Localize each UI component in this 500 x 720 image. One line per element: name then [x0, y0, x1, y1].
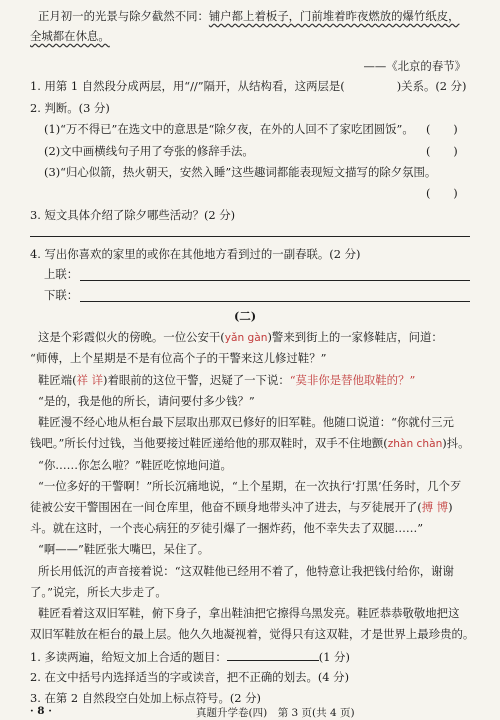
passage1-line1	[38, 8, 459, 24]
passage1-underlined-2: 全城都在休息。	[30, 29, 110, 43]
passage1-line2	[30, 28, 110, 44]
upper-couplet-line[interactable]	[80, 280, 470, 281]
question-2-2: 2. 在文中括号内选择适当的字或读音，把不正确的划去。(4 分)	[30, 670, 350, 684]
lower-couplet-label: 下联：	[44, 288, 79, 302]
lower-couplet-line[interactable]	[80, 301, 470, 302]
passage2-p7: “你……你怎么啦？”鞋匠吃惊地问道。	[38, 458, 232, 472]
footer-info: 真题升学卷(四) 第 3 页(共 4 页)	[196, 707, 355, 719]
section-2-title: (二)	[234, 309, 257, 323]
passage1-underlined: 铺户都上着板子，门前堆着昨夜燃放的爆竹纸皮，	[208, 9, 460, 23]
question-2-1	[30, 648, 350, 665]
question-2-1-tail: (1 分)	[318, 650, 350, 664]
question-2-item-1: (1)“万不得已”在选文中的意思是“除夕夜，在外的人回不了家吃团圆饭”。	[44, 122, 414, 136]
passage2-text: 鞋匠端(	[38, 373, 77, 387]
passage2-p5: 鞋匠漫不经心地从柜台最下层取出那双已修好的旧军鞋。他随口说道：“你就付三元	[38, 415, 454, 429]
upper-couplet-label: 上联：	[44, 267, 79, 281]
passage2-text: 徒被公安干警围困在一间仓库里，他奋不顾身地带头冲了进去，与歹徒展开了(	[30, 500, 422, 514]
passage2-p13: 了。”说完，所长大步走了。	[30, 585, 167, 599]
question-1-text: 1. 用第 1 自然段分成两层，用“//”隔开，从结构看，这两层是(	[30, 79, 345, 93]
passage2-p11: “啊——”鞋匠张大嘴巴，呆住了。	[38, 542, 210, 556]
passage2-p8: “一位多好的干警啊！”所长沉痛地说，“上个星期，在一次执行‘打黑’任务时，几个歹	[38, 479, 462, 493]
title-answer-blank[interactable]	[227, 648, 319, 661]
passage2-p6	[30, 435, 470, 452]
passage2-p3	[38, 372, 415, 388]
passage2-p15: 双旧军鞋放在柜台的最上层。他久久地凝视着，觉得只有这双鞋，才是世界上最珍贵的。	[30, 627, 475, 641]
passage2-text: )	[448, 500, 453, 514]
passage2-p12: 所长用低沉的声音接着说：“这双鞋他已经用不着了，他特意让我把钱付给你，谢谢	[38, 564, 454, 578]
question-2-1-text: 1. 多读两遍，给短文加上合适的题目：	[30, 650, 227, 664]
char-option[interactable]: 搏 博	[421, 500, 449, 514]
question-4: 4. 写出你喜欢的家里的或你在其他地方看到过的一副春联。(2 分)	[30, 247, 361, 261]
passage2-p10: 斗。就在这时，一个丧心病狂的歹徒引爆了一捆炸药，他不幸失去了双腿……”	[30, 521, 424, 535]
passage2-text: 钱吧。”所长付过钱，当他要接过鞋匠递给他的那双鞋时，双手不住地颤(	[30, 436, 388, 450]
passage2-p1	[38, 329, 443, 346]
passage2-p14: 鞋匠看着这双旧军鞋，俯下身子，拿出鞋油把它擦得乌黑发亮。鞋匠恭恭敬敬地把这	[38, 606, 460, 620]
passage1-text: 正月初一的光景与除夕截然不同：	[38, 9, 209, 23]
pinyin-option[interactable]: zhàn chàn	[387, 438, 443, 450]
char-option[interactable]: 祥 详	[76, 373, 104, 387]
passage1-source: ——《北京的春节》	[363, 59, 466, 73]
passage2-text: )抖。	[442, 436, 470, 450]
passage2-text: )着眼前的这位干警，迟疑了一下说：	[103, 373, 290, 387]
question-2-item-3: (3)“归心似箭，热火朝天，安然入睡”这些趣词都能表现短文描写的除夕氛围。	[44, 165, 437, 179]
question-1-tail: )关系。(2 分)	[396, 79, 467, 93]
highlight-text: “莫非你是替他取鞋的？”	[289, 373, 416, 387]
passage2-p9	[30, 499, 453, 515]
question-3: 3. 短文具体介绍了除夕哪些活动？(2 分)	[30, 208, 236, 222]
passage2-p4: “是的，我是他的所长，请问要付多少钱？”	[38, 394, 255, 408]
passage2-text: )警来到街上的一家修鞋店，问道：	[267, 330, 443, 344]
question-2-item-2: (2)文中画横线句子用了夸张的修辞手法。	[44, 144, 254, 158]
page-number: · 8 ·	[30, 705, 52, 717]
answer-paren-3[interactable]: ( )	[426, 186, 458, 200]
passage2-p2: “师傅，上个星期是不是有位高个子的干警来这儿修过鞋？”	[30, 351, 327, 365]
answer-paren-2[interactable]: ( )	[426, 144, 458, 158]
question-2-title: 2. 判断。(3 分)	[30, 101, 110, 115]
pinyin-option[interactable]: yǎn gàn	[224, 332, 268, 344]
question-2-3: 3. 在第 2 自然段空白处加上标点符号。(2 分)	[30, 691, 261, 705]
question-1	[30, 78, 467, 94]
passage2-text: 这是个彩霞似火的傍晚。一位公安干(	[38, 330, 225, 344]
answer-paren-1[interactable]: ( )	[426, 122, 458, 136]
answer-line-3[interactable]	[30, 236, 470, 237]
